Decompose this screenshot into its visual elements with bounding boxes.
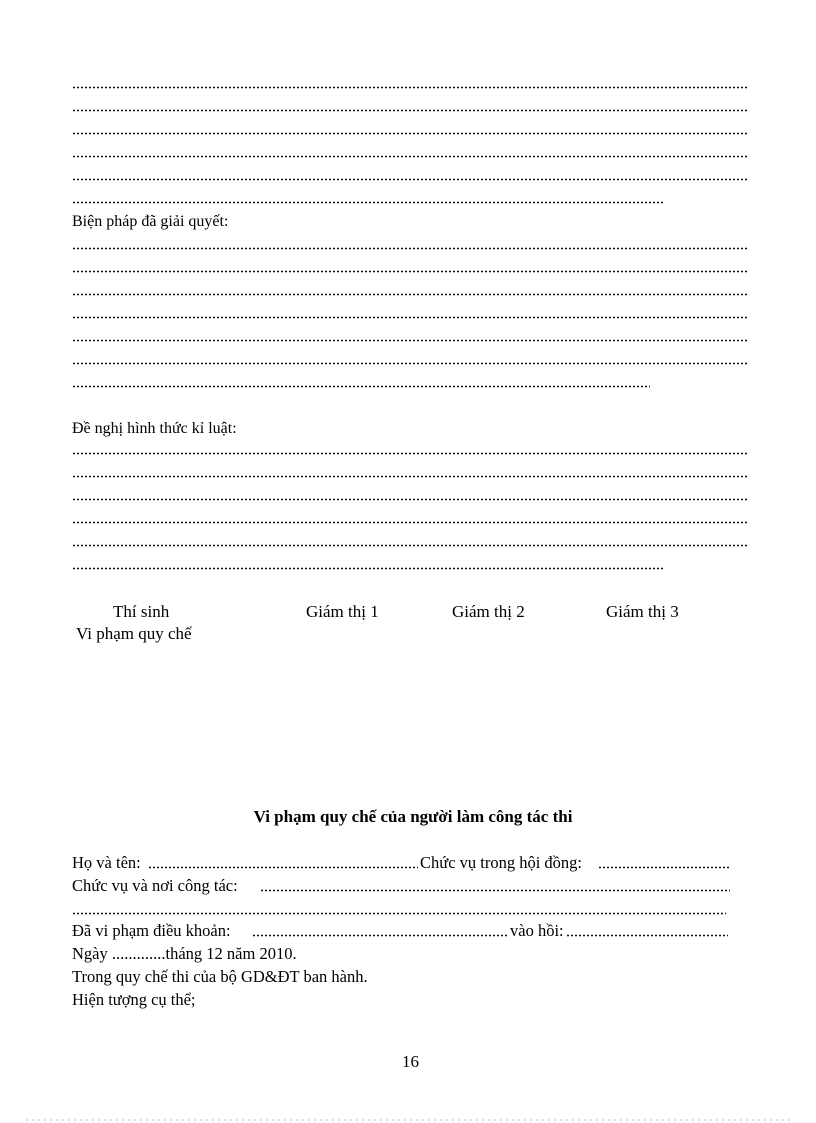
blank-line [72, 109, 748, 112]
phenomenon-label: Hiện tượng cụ thể; [72, 990, 196, 1009]
form-title: Vi phạm quy chế của người làm công tác thi [253, 807, 573, 826]
blank-line [72, 385, 650, 388]
section-heading-resolution: Biện pháp đã giải quyết: [72, 213, 229, 230]
name-label: Họ và tên: [72, 853, 141, 872]
blank-line [72, 544, 748, 547]
section-heading-discipline: Đề nghị hình thức kỉ luật: [72, 420, 237, 437]
page-number: 16 [402, 1052, 419, 1071]
date-line [72, 944, 297, 963]
signature-candidate-subtitle: Vi phạm quy chế [76, 624, 192, 643]
date-dots: ............. [111, 944, 166, 963]
blank-line [72, 316, 748, 319]
time-blank [566, 934, 728, 937]
blank-line [72, 155, 748, 158]
blank-line [72, 339, 748, 342]
blank-line [72, 475, 748, 478]
signature-invigilator-3: Giám thị 3 [606, 602, 679, 621]
blank-line [72, 86, 748, 89]
blank-line [72, 567, 664, 570]
blank-line [72, 293, 748, 296]
blank-line [72, 452, 748, 455]
blank-line [72, 247, 748, 250]
signature-candidate: Thí sinh [113, 602, 170, 621]
blank-line [72, 132, 748, 135]
role-blank [598, 866, 730, 869]
signature-invigilator-1: Giám thị 1 [306, 602, 379, 621]
role-label: Chức vụ trong hội đồng: [420, 853, 583, 872]
blank-line [72, 912, 726, 915]
regulation-text: Trong quy chế thi của bộ GD&ĐT ban hành. [72, 967, 368, 986]
position-label: Chức vụ và nơi công tác: [72, 876, 238, 895]
signature-invigilator-2: Giám thị 2 [452, 602, 525, 621]
date-prefix: Ngày [72, 944, 112, 963]
blank-line [72, 498, 748, 501]
article-blank [252, 934, 508, 937]
page-bottom-border [24, 1119, 792, 1121]
time-label: vào hồi: [510, 921, 564, 940]
blank-line [72, 201, 664, 204]
blank-line [72, 521, 748, 524]
article-label: Đã vi phạm điều khoản: [72, 921, 231, 940]
blank-line [72, 178, 748, 181]
position-blank [260, 889, 730, 892]
name-blank [148, 866, 418, 869]
blank-line [72, 270, 748, 273]
date-rest: tháng 12 năm 2010. [165, 944, 297, 963]
blank-line [72, 362, 748, 365]
